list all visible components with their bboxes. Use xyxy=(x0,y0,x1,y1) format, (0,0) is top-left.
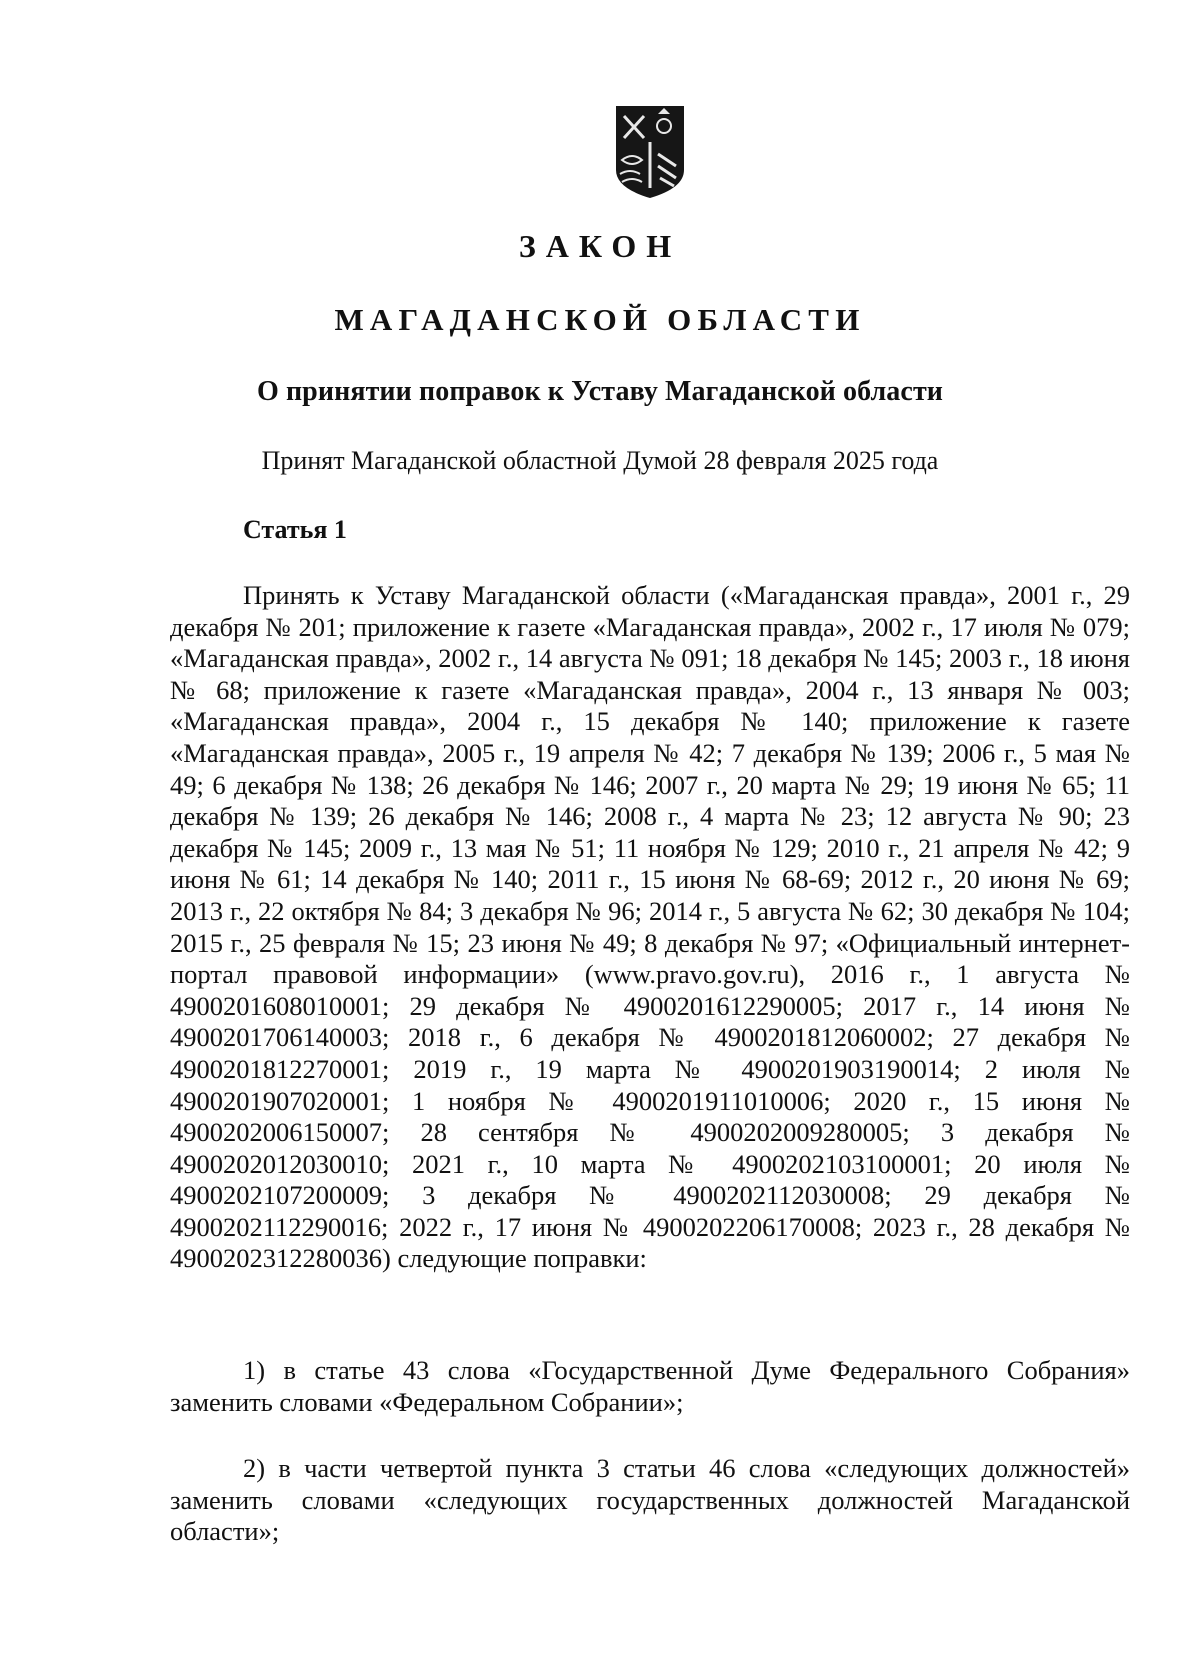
coat-of-arms-icon xyxy=(614,104,686,200)
region-name-heading: МАГАДАНСКОЙ ОБЛАСТИ xyxy=(334,302,866,337)
article-heading: Статья 1 xyxy=(243,515,347,544)
law-word-heading: ЗАКОН xyxy=(518,228,682,264)
law-title: О принятии поправок к Уставу Магаданской области xyxy=(256,376,944,407)
amendment-item: 1) в статье 43 слова «Государственной Думе Федерального Собрания» заменить словами «Федеральном Собрании»; xyxy=(170,1355,1130,1417)
article-main-paragraph: Принять к Уставу Магаданской области («Магаданская правда», 2001 г., 29 декабря № 201; приложение к газете «Магаданская правда», 2002 г., 17 июля № 079; «Магаданская правда», 2002 г., 14 августа № 091; 18 декабря № 145; 2003 г., 18 июня № 68; приложение к газете «Магаданская правда», 2004 г., 13 января № 003; «Магаданская правда», 2004 г., 15 декабря № 140; приложение к газете «Магаданская правда», 2005 г., 19 апреля № 42; 7 декабря № 139; 2006 г., 5 мая № 49; 6 декабря № 138; 26 декабря № 146; 2007 г., 20 марта № 29; 19 июня № 65; 11 декабря № 139; 26 декабря № 146; 2008 г., 4 марта № 23; 12 августа № 90; 23 декабря № 145; 2009 г., 13 мая № 51; 11 ноября № 129; 2010 г., 21 апреля № 42; 9 июня № 61; 14 декабря № 140; 2011 г., 15 июня № 68-69; 2012 г., 20 июня № 69; 2013 г., 22 октября № 84; 3 декабря № 96; 2014 г., 5 августа № 62; 30 декабря № 104; 2015 г., 25 февраля № 15; 23 июня № 49; 8 декабря № 97; «Официальный интернет-портал правовой информации» (www.pravo.gov.ru), 2016 г., 1 августа № 4900201608010001; 29 декабря № 4900201612290005; 2017 г., 14 июня № 4900201706140003; 2018 г., 6 декабря № 4900201812060002; 27 декабря № 4900201812270001; 2019 г., 19 марта № 4900201903190014; 2 июля № 4900201907020001; 1 ноября № 4900201911010006; 2020 г., 15 июня № 4900202006150007; 28 сентября № 4900202009280005; 3 декабря № 4900202012030010; 2021 г., 10 марта № 4900202103100001; 20 июля № 4900202107200009; 3 декабря № 4900202112030008; 29 декабря № 4900202112290016; 2022 г., 17 июня № 4900202206170008; 2023 г., 28 декабря № 4900202312280036) следующие поправки: xyxy=(170,580,1130,1274)
adoption-statement: Принят Магаданской областной Думой 28 февраля 2025 года xyxy=(261,446,939,475)
amendment-item: 2) в части четвертой пункта 3 статьи 46 слова «следующих должностей» заменить словами «следующих государственных должностей Магаданской области»; xyxy=(170,1453,1130,1547)
